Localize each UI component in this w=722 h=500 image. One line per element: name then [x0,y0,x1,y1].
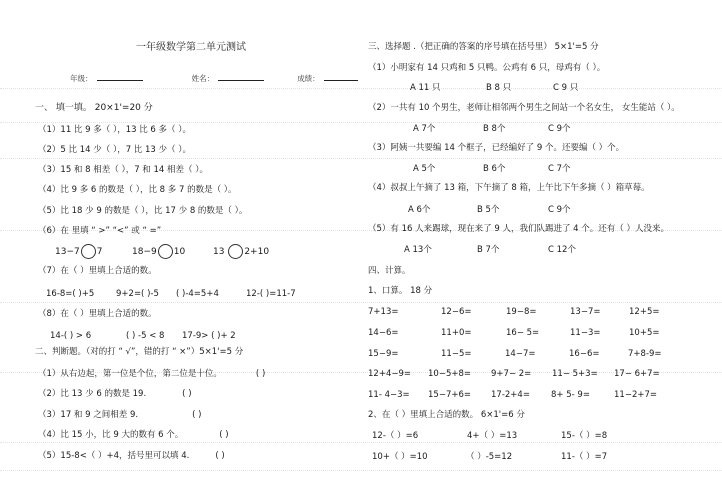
fill-item: 11-（ ）=7 [561,452,608,462]
oral-item: 10−5+8= [428,369,471,379]
option-a[interactable]: A 6个 [408,205,431,215]
option-b[interactable]: B 6个 [483,164,506,174]
item7-expr-4: 12-( )=11-7 [246,289,296,299]
compare-right: 10 [173,247,186,257]
oral-item: 12−6= [441,307,472,317]
answer-paren[interactable]: ( ) [182,389,192,399]
oral-item: 11−2+7= [614,390,657,400]
oral-item: 11+0= [441,328,472,338]
compare-circle[interactable] [228,244,243,259]
oral-item: 15−7+6= [428,390,471,400]
section1-item-7: （7）在（ ）里填上合适的数。 [38,266,157,276]
answer-paren[interactable]: ( ) [219,430,229,440]
oral-item: 19−8= [506,307,537,317]
section1-item-2: （2）5 比 14 少（ ），7 比 13 少（ ）。 [38,145,191,155]
option-a[interactable]: A 13个 [404,245,432,255]
compare-3 [213,244,269,259]
section2-heading: 二、判断题。（对的打 “ √”，错的打 “ ×”）5×1'=5 分 [35,347,244,357]
option-b[interactable]: B 5个 [477,205,500,215]
compare-circle[interactable] [158,244,173,259]
option-c[interactable]: C 12个 [548,245,576,255]
score-label: 成绩： [297,74,320,83]
section1-item-4: （4）比 9 多 6 的数是（ ），比 8 多 7 的数是（ ）。 [38,185,237,195]
fill-item: 15-（ ）=8 [561,431,608,441]
section1-item-5: （5）比 18 少 9 的数是（ ），比 17 少 8 的数是（ ）。 [38,206,248,216]
option-b[interactable]: B 8 只 [486,83,512,93]
section3-question-1: （1）小明家有 14 只鸡和 5 只鸭。公鸡有 6 只，母鸡有（ ）。 [368,63,606,73]
oral-item: 16−6= [569,349,600,359]
oral-item: 7+8-9= [628,349,662,359]
compare-right: 7 [96,247,103,257]
compare-right: 2+10 [244,247,270,257]
oral-item: 10+5= [629,328,660,338]
fill-item: 4+（ ）=13 [467,431,518,441]
section2-item-1: （1）从右边起，第一位是个位，第二位是十位。 ( ) [38,369,266,379]
name-field[interactable] [218,72,264,81]
oral-item: 9+7− 2= [491,369,532,379]
section3-heading: 三、选择题 .（把正确的答案的序号填在括号里） 5×1'=5 分 [368,42,599,52]
divider [0,122,722,123]
oral-item: 8+ 5- 9= [551,390,590,400]
option-c[interactable]: C 9 只 [553,83,579,93]
oral-item: 12+4−9= [368,369,411,379]
oral-calc-heading: 1、口算。 18 分 [368,286,433,296]
item8-expr-2: ( ) -5 < 8 [126,331,165,341]
oral-item: 13−7= [570,307,601,317]
compare-circle[interactable] [81,244,96,259]
grade-field[interactable] [97,72,143,81]
divider [0,470,722,471]
fill-item: 12-（ ）=6 [372,431,419,441]
oral-item: 17-2+4= [491,390,530,400]
option-c[interactable]: C 9个 [548,205,571,215]
option-b[interactable]: B 8个 [483,124,506,134]
oral-item: 11- 4−3= [368,390,410,400]
oral-item: 14−6= [368,328,399,338]
section1-heading: 一、 填一填。 20×1'=20 分 [35,103,153,113]
section4-heading: 四、计算。 [368,266,411,276]
option-b[interactable]: B 7个 [477,245,500,255]
oral-item: 7+13= [368,307,399,317]
option-a[interactable]: A 7个 [413,124,436,134]
section3-question-2: （2）一共有 10 个男生，老师让相邻两个男生之间站一个名女生， 女生能站（ ）。 [368,103,680,113]
item7-expr-2: 9+2=( )-5 [116,289,159,299]
compare-2 [132,244,185,259]
compare-left: 18−9 [132,247,157,257]
section3-question-4: （4）叔叔上午摘了 13 箱，下午摘了 8 箱，上午比下午多摘（ ）箱草莓。 [368,183,650,193]
oral-item: 15−9= [368,349,399,359]
answer-paren[interactable]: ( ) [215,451,225,461]
section1-item-3: （3）15 和 8 相差（ ），7 和 14 相差（ ）。 [38,165,208,175]
section3-question-5: （5）有 16 人来踢球，现在来了 9 人，我们队踢进了 4 个。还有（ ）人没来。 [368,224,669,234]
option-a[interactable]: A 5个 [413,164,436,174]
oral-item: 14−7= [505,349,536,359]
compare-left: 13−7 [55,247,80,257]
section3-question-3: （3）阿姨一共要编 14 个框子，已经编好了 9 个。还要编（ ）个。 [368,143,625,153]
item7-expr-1: 16-8=( )+5 [46,289,95,299]
section2-item-2: （2）比 13 少 6 的数是 19. ( ) [38,389,192,399]
compare-1 [55,244,102,259]
divider [0,88,722,89]
oral-item: 11−3= [570,328,601,338]
oral-item: 12+5= [629,307,660,317]
score-field[interactable] [324,72,358,81]
item7-expr-3: ( )-4=5+4 [176,289,219,299]
oral-item: 11− 5+3= [552,369,598,379]
option-c[interactable]: C 7个 [548,164,571,174]
section2-item-5: （5）15-8<（ ）+4，括号里可以填 4. ( ) [38,451,225,461]
divider [0,158,722,159]
fill-item: （ ）-5=12 [466,452,513,462]
divider [0,302,722,303]
oral-item: 11−5= [441,349,472,359]
section1-item-6: （6）在 里填 “ >” “<” 或 “ =” [38,226,162,236]
item8-expr-3: 17-9> ( )+ 2 [182,331,236,341]
oral-item: 16− 5= [506,328,540,338]
compare-left: 13 [213,247,225,257]
option-c[interactable]: C 9个 [548,124,571,134]
section1-item-1: （1）11 比 9 多（ ），13 比 6 多（ ）。 [38,125,191,135]
student-info-fields [70,66,358,85]
answer-paren[interactable]: ( ) [255,369,266,379]
section2-item-3: （3）17 和 9 之间相差 9. ( ) [38,410,202,420]
option-a[interactable]: A 11 只 [410,83,441,93]
page-title: 一年级数学第二单元测试 [136,42,246,53]
section1-item-8: （8）在（ ）里填上合适的数。 [38,309,157,319]
divider [0,442,722,443]
fill-item: 10+（ ）=10 [372,452,428,462]
name-label: 姓名： [191,74,215,83]
section2-item-4: （4）比 15 小，比 9 大的数有 6 个。 ( ) [38,430,229,440]
fill-in-heading: 2、在（ ）里填上合适的数。 6×1'=6 分 [368,410,525,420]
grade-label: 年级： [70,74,93,83]
item8-expr-1: 14-( ) > 6 [50,331,92,341]
oral-item: 17− 6+7= [614,369,660,379]
answer-paren[interactable]: ( ) [192,410,202,420]
